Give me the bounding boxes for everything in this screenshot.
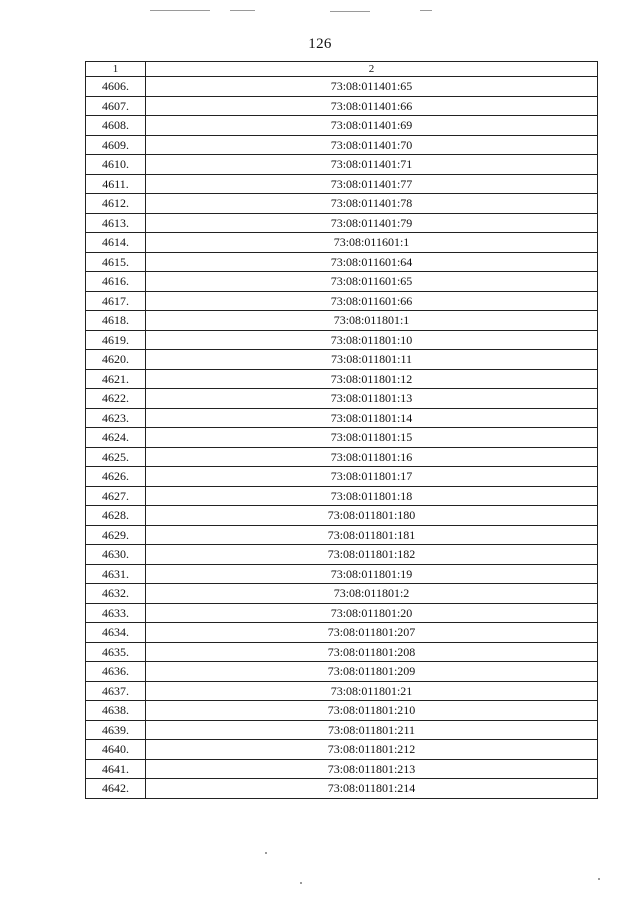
row-number-cell: 4639. — [86, 720, 146, 740]
cadastral-number-cell: 73:08:011401:71 — [146, 155, 598, 175]
scan-speck — [330, 11, 370, 12]
scan-speck — [598, 878, 600, 880]
cadastral-number-cell: 73:08:011801:213 — [146, 759, 598, 779]
row-number-cell: 4617. — [86, 291, 146, 311]
scan-speck — [230, 10, 255, 11]
cadastral-number-cell: 73:08:011801:209 — [146, 662, 598, 682]
table-row — [86, 291, 598, 311]
table-row — [86, 779, 598, 799]
cadastral-number-cell: 73:08:011401:70 — [146, 135, 598, 155]
row-number-cell: 4618. — [86, 311, 146, 331]
table-row — [86, 408, 598, 428]
cadastral-number-cell: 73:08:011801:207 — [146, 623, 598, 643]
scan-speck — [150, 10, 210, 11]
row-number-cell: 4633. — [86, 603, 146, 623]
cadastral-number-cell: 73:08:011801:180 — [146, 506, 598, 526]
table-row — [86, 155, 598, 175]
cadastral-number-cell: 73:08:011801:17 — [146, 467, 598, 487]
row-number-cell: 4622. — [86, 389, 146, 409]
row-number-cell: 4626. — [86, 467, 146, 487]
table-row — [86, 681, 598, 701]
table-row — [86, 311, 598, 331]
row-number-cell: 4621. — [86, 369, 146, 389]
column-header-number: 1 — [86, 62, 146, 77]
table-row — [86, 116, 598, 136]
table-row — [86, 506, 598, 526]
cadastral-number-cell: 73:08:011401:69 — [146, 116, 598, 136]
row-number-cell: 4620. — [86, 350, 146, 370]
table-row — [86, 77, 598, 97]
row-number-cell: 4631. — [86, 564, 146, 584]
cadastral-number-cell: 73:08:011401:79 — [146, 213, 598, 233]
row-number-cell: 4609. — [86, 135, 146, 155]
row-number-cell: 4629. — [86, 525, 146, 545]
cadastral-number-cell: 73:08:011801:19 — [146, 564, 598, 584]
row-number-cell: 4610. — [86, 155, 146, 175]
row-number-cell: 4630. — [86, 545, 146, 565]
row-number-cell: 4642. — [86, 779, 146, 799]
cadastral-number-cell: 73:08:011801:212 — [146, 740, 598, 760]
cadastral-number-cell: 73:08:011801:181 — [146, 525, 598, 545]
cadastral-number-cell: 73:08:011601:64 — [146, 252, 598, 272]
row-number-cell: 4612. — [86, 194, 146, 214]
row-number-cell: 4608. — [86, 116, 146, 136]
row-number-cell: 4607. — [86, 96, 146, 116]
cadastral-number-cell: 73:08:011601:65 — [146, 272, 598, 292]
row-number-cell: 4623. — [86, 408, 146, 428]
table-row — [86, 447, 598, 467]
cadastral-number-cell: 73:08:011801:11 — [146, 350, 598, 370]
cadastral-number-cell: 73:08:011401:65 — [146, 77, 598, 97]
row-number-cell: 4637. — [86, 681, 146, 701]
table-row — [86, 740, 598, 760]
table-row — [86, 96, 598, 116]
table-row — [86, 213, 598, 233]
row-number-cell: 4606. — [86, 77, 146, 97]
page-number: 126 — [308, 36, 332, 52]
column-header-cadastral-number: 2 — [146, 62, 598, 77]
scan-speck — [420, 10, 432, 11]
cadastral-number-cell: 73:08:011801:210 — [146, 701, 598, 721]
table-row — [86, 642, 598, 662]
table-row — [86, 194, 598, 214]
table-body — [86, 62, 598, 799]
table-row — [86, 759, 598, 779]
table-row — [86, 545, 598, 565]
scan-speck — [265, 852, 267, 854]
row-number-cell: 4625. — [86, 447, 146, 467]
table-row — [86, 486, 598, 506]
cadastral-number-cell: 73:08:011601:1 — [146, 233, 598, 253]
cadastral-number-cell: 73:08:011801:1 — [146, 311, 598, 331]
row-number-cell: 4611. — [86, 174, 146, 194]
row-number-cell: 4641. — [86, 759, 146, 779]
row-number-cell: 4615. — [86, 252, 146, 272]
cadastral-number-cell: 73:08:011801:10 — [146, 330, 598, 350]
cadastral-number-cell: 73:08:011801:15 — [146, 428, 598, 448]
row-number-cell: 4640. — [86, 740, 146, 760]
row-number-cell: 4613. — [86, 213, 146, 233]
cadastral-number-cell: 73:08:011801:208 — [146, 642, 598, 662]
cadastral-number-cell: 73:08:011801:21 — [146, 681, 598, 701]
table-row — [86, 623, 598, 643]
cadastral-number-table — [85, 61, 598, 799]
row-number-cell: 4635. — [86, 642, 146, 662]
cadastral-number-cell: 73:08:011801:13 — [146, 389, 598, 409]
cadastral-number-cell: 73:08:011401:66 — [146, 96, 598, 116]
row-number-cell: 4634. — [86, 623, 146, 643]
table-row — [86, 564, 598, 584]
row-number-cell: 4627. — [86, 486, 146, 506]
table-row — [86, 233, 598, 253]
table-row — [86, 272, 598, 292]
cadastral-number-cell: 73:08:011801:12 — [146, 369, 598, 389]
cadastral-number-cell: 73:08:011801:16 — [146, 447, 598, 467]
table-row — [86, 389, 598, 409]
table-row — [86, 701, 598, 721]
cadastral-number-cell: 73:08:011801:182 — [146, 545, 598, 565]
cadastral-number-cell: 73:08:011801:2 — [146, 584, 598, 604]
table-row — [86, 428, 598, 448]
row-number-cell: 4636. — [86, 662, 146, 682]
scan-speck — [300, 882, 302, 884]
row-number-cell: 4624. — [86, 428, 146, 448]
cadastral-number-cell: 73:08:011601:66 — [146, 291, 598, 311]
cadastral-number-cell: 73:08:011801:20 — [146, 603, 598, 623]
table-row — [86, 467, 598, 487]
cadastral-number-cell: 73:08:011801:214 — [146, 779, 598, 799]
row-number-cell: 4619. — [86, 330, 146, 350]
table-row — [86, 135, 598, 155]
table-row — [86, 174, 598, 194]
table-row — [86, 252, 598, 272]
row-number-cell: 4614. — [86, 233, 146, 253]
row-number-cell: 4616. — [86, 272, 146, 292]
table-row — [86, 584, 598, 604]
table-row — [86, 525, 598, 545]
row-number-cell: 4628. — [86, 506, 146, 526]
row-number-cell: 4632. — [86, 584, 146, 604]
cadastral-number-cell: 73:08:011801:211 — [146, 720, 598, 740]
cadastral-number-cell: 73:08:011801:14 — [146, 408, 598, 428]
table-row — [86, 330, 598, 350]
cadastral-number-cell: 73:08:011801:18 — [146, 486, 598, 506]
row-number-cell: 4638. — [86, 701, 146, 721]
cadastral-number-cell: 73:08:011401:78 — [146, 194, 598, 214]
table-row — [86, 603, 598, 623]
table-row — [86, 369, 598, 389]
table-header-row — [86, 62, 598, 77]
table-row — [86, 662, 598, 682]
cadastral-number-cell: 73:08:011401:77 — [146, 174, 598, 194]
table-row — [86, 720, 598, 740]
table-row — [86, 350, 598, 370]
